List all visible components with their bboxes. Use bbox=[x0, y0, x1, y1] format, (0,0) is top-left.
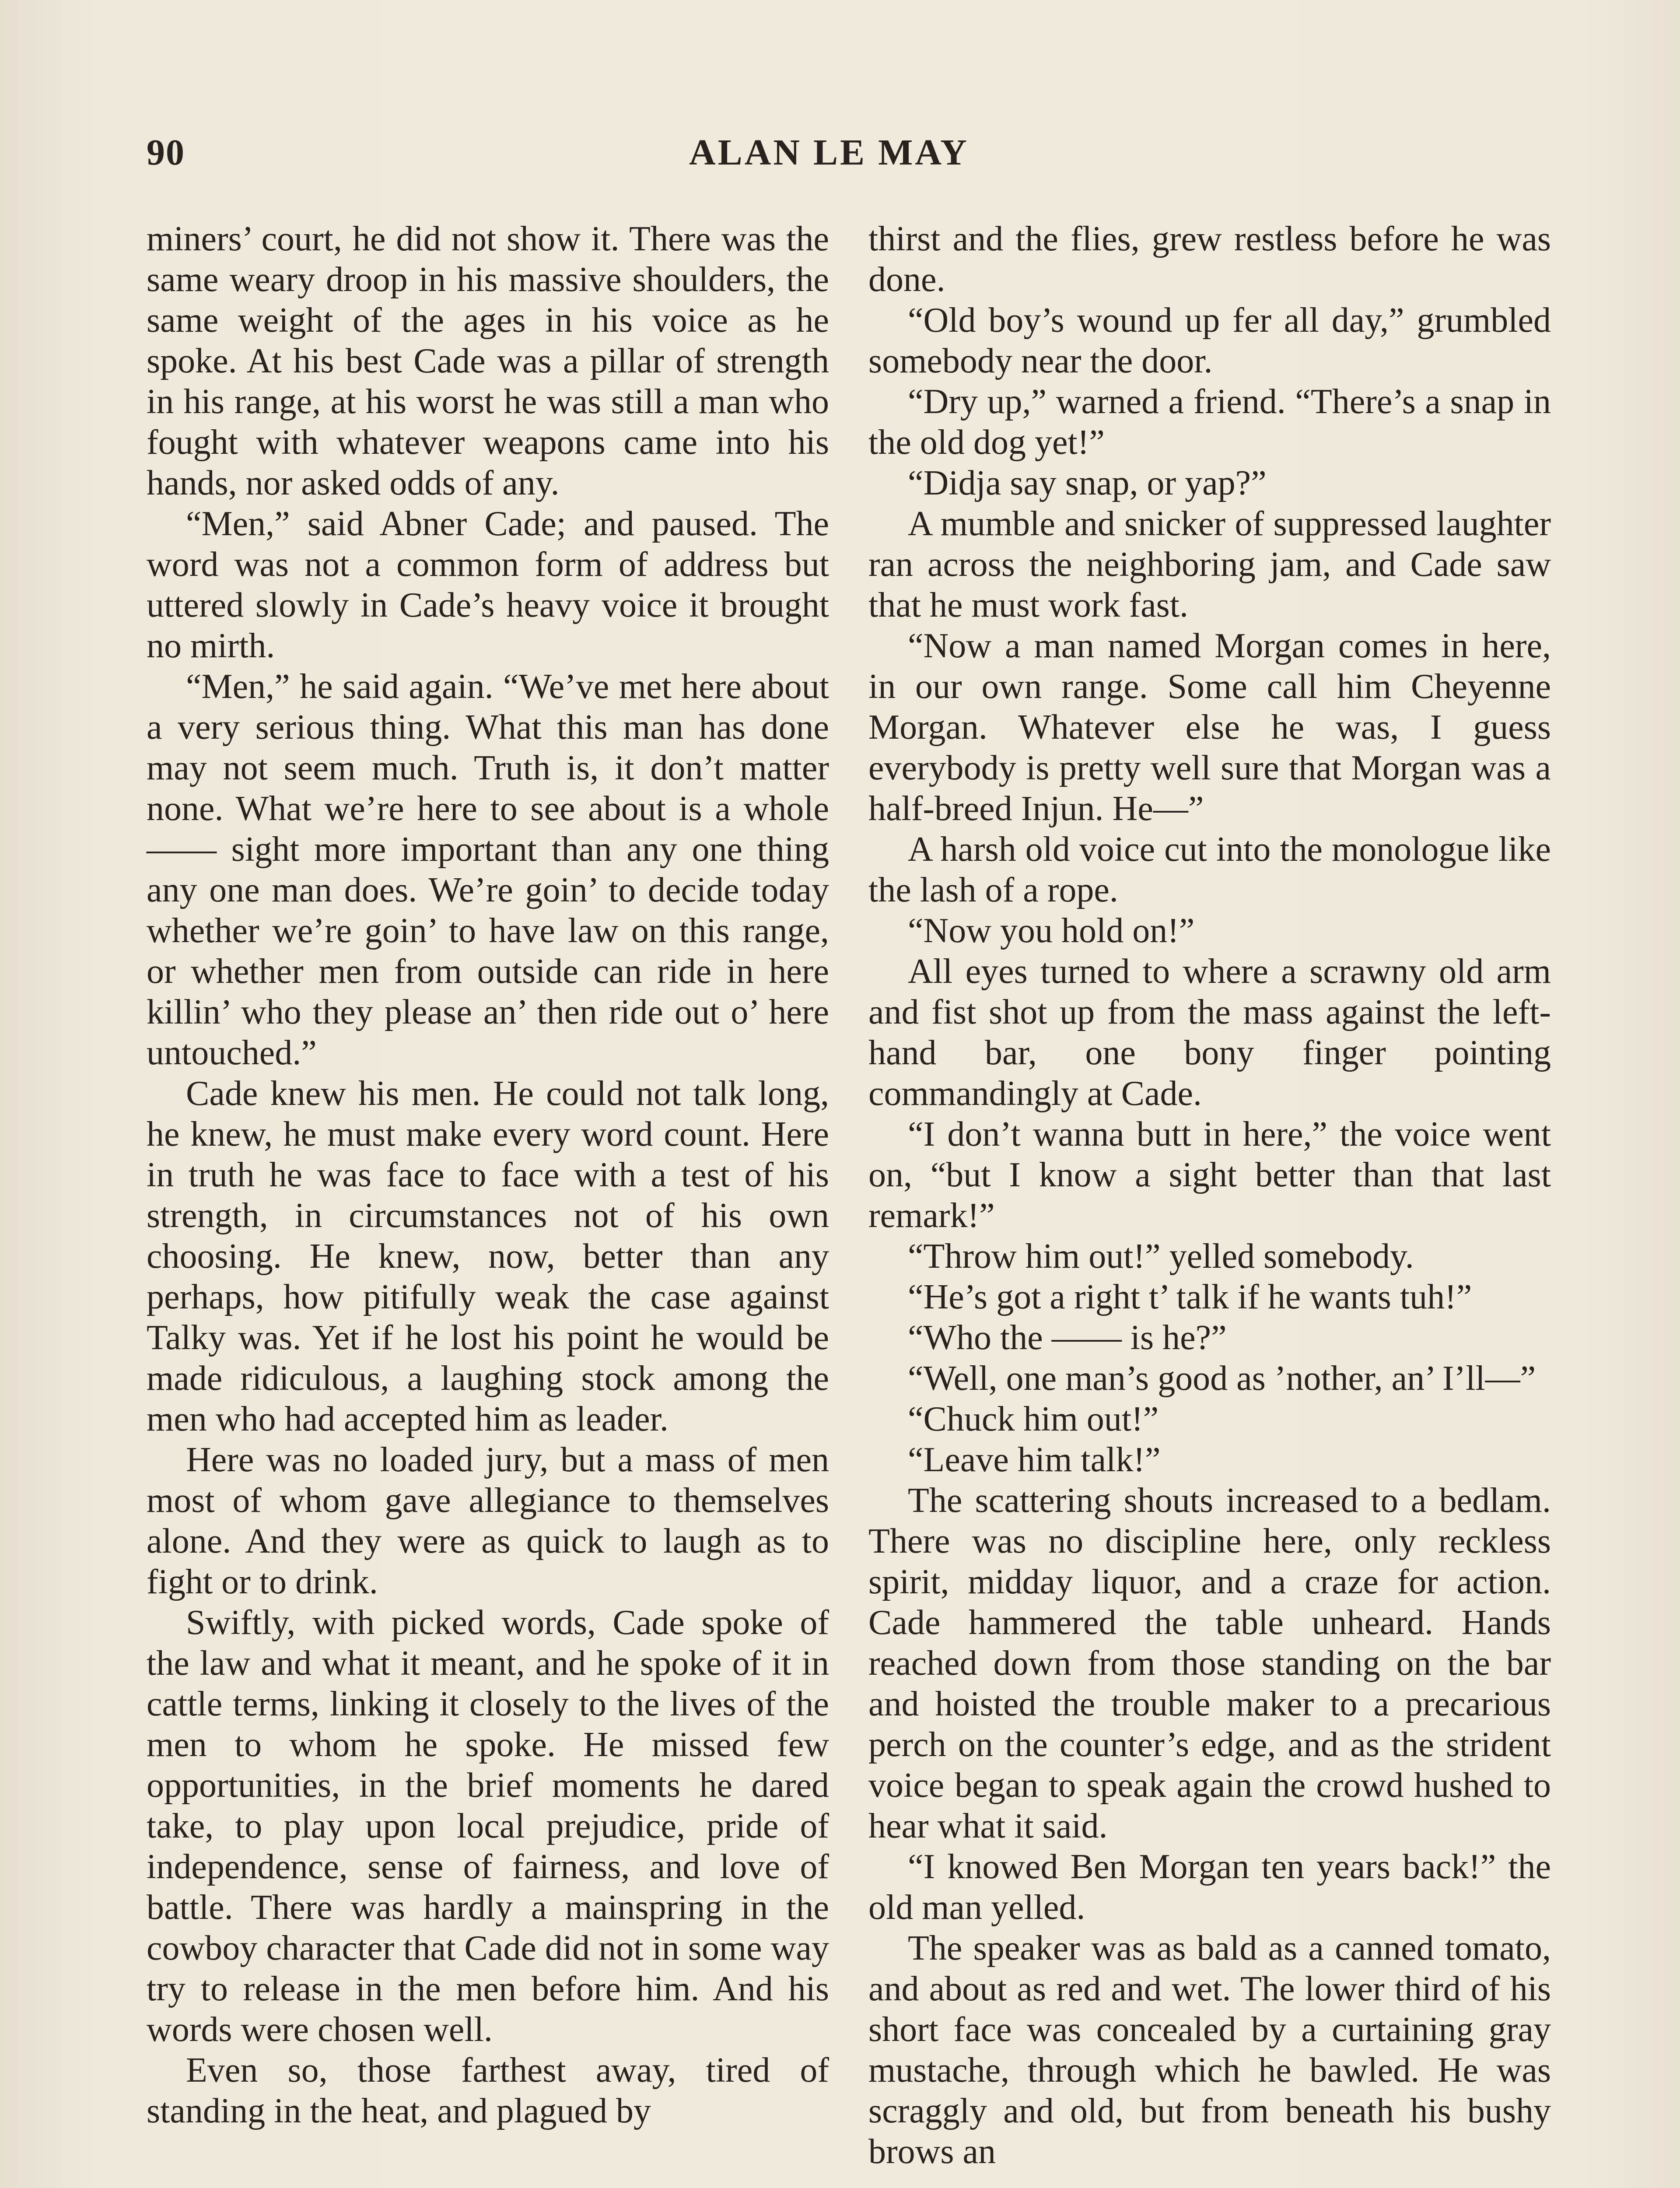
paragraph: Even so, those farthest away, tired of standing in the heat, and plagued by bbox=[147, 2051, 829, 2130]
paragraph: thirst and the flies, grew restless before he was done. bbox=[868, 220, 1551, 299]
paragraph: “Now a man named Morgan comes in here, in our own range. Some call him Cheyenne Morgan. Whatever else he was, I guess everybody is pretty well sure that Morgan was a half-breed Injun. He—” bbox=[868, 627, 1551, 828]
right-column bbox=[868, 219, 1551, 2172]
paragraph: Here was no loaded jury, but a mass of men most of whom gave allegiance to themselves alone. And they were as quick to laugh as to fight or to drink. bbox=[147, 1441, 829, 1601]
paragraph: “Men,” said Abner Cade; and paused. The word was not a common form of address but uttered slowly in Cade’s heavy voice it brought no mirth. bbox=[147, 505, 829, 665]
paragraph: miners’ court, he did not show it. There was the same weary droop in his massive shoulders, the same weight of the ages in his voice as he spoke. At his best Cade was a pillar of strength in his range, at his worst he was still a man who fought with whatever weapons came into his hands, nor asked odds of any. bbox=[147, 220, 829, 502]
paragraph: “I don’t wanna butt in here,” the voice went on, “but I know a sight better than that last remark!” bbox=[868, 1115, 1551, 1235]
paragraph: A mumble and snicker of suppressed laughter ran across the neighboring jam, and Cade saw that he must work fast. bbox=[868, 505, 1551, 624]
paragraph: All eyes turned to where a scrawny old arm and fist shot up from the mass against the left-hand bar, one bony finger pointing commandingly at Cade. bbox=[868, 952, 1551, 1113]
page-number: 90 bbox=[147, 132, 185, 173]
left-column bbox=[147, 219, 829, 2132]
running-title: ALAN LE MAY bbox=[689, 132, 969, 173]
paragraph: A harsh old voice cut into the monologue like the lash of a rope. bbox=[868, 830, 1551, 909]
paragraph: “Well, one man’s good as ’nother, an’ I’ll—” bbox=[908, 1359, 1536, 1398]
paragraph: Swiftly, with picked words, Cade spoke of the law and what it meant, and he spoke of it in cattle terms, linking it closely to the lives of the men to whom he spoke. He missed few opportunities, in the brief moments he dared take, to play upon local prejudice, pride of independence, sense of fairness, and love of battle. There was hardly a mainspring in the cowboy character that Cade did not in some way try to release in the men before him. And his words were chosen well. bbox=[147, 1603, 829, 2049]
paragraph: “Now you hold on!” bbox=[908, 912, 1195, 950]
paragraph: “He’s got a right t’ talk if he wants tuh!” bbox=[908, 1278, 1472, 1316]
paragraph: “Leave him talk!” bbox=[908, 1441, 1161, 1479]
paragraph: “Men,” he said again. “We’ve met here about a very serious thing. What this man has done may not seem much. Truth is, it don’t matter none. What we’re here to see about is a whole —— sight more important than any one thing any one man does. We’re goin’ to decide today whether we’re goin’ to have law on this range, or whether men from outside can ride in here killin’ who they please an’ then ride out o’ here untouched.” bbox=[147, 667, 829, 1072]
paragraph: “I knowed Ben Morgan ten years back!” the old man yelled. bbox=[868, 1848, 1551, 1927]
paragraph: “Old boy’s wound up fer all day,” grumbled somebody near the door. bbox=[868, 301, 1551, 380]
page-header bbox=[147, 131, 1547, 184]
paragraph: Cade knew his men. He could not talk long, he knew, he must make every word count. Here in truth he was face to face with a test of his strength, in circumstances not of his own choosing. He knew, now, better than any perhaps, how pitifully weak the case against Talky was. Yet if he lost his point he would be made ridiculous, a laughing stock among the men who had accepted him as leader. bbox=[147, 1074, 829, 1438]
paragraph: The speaker was as bald as a canned tomato, and about as red and wet. The lower third of his short face was concealed by a curtaining gray mustache, through which he bawled. He was scraggly and old, but from beneath his bushy brows an bbox=[868, 1929, 1551, 2171]
paragraph: “Who the —— is he?” bbox=[908, 1318, 1227, 1357]
paragraph: “Throw him out!” yelled somebody. bbox=[908, 1237, 1414, 1276]
paragraph: “Chuck him out!” bbox=[908, 1400, 1159, 1438]
paragraph: The scattering shouts increased to a bedlam. There was no discipline here, only reckless spirit, midday liquor, and a craze for action. Cade hammered the table unheard. Hands reached down from those standing on the bar and hoisted the trouble maker to a precarious perch on the counter’s edge, and as the strident voice began to speak again the crowd hushed to hear what it said. bbox=[868, 1481, 1551, 1845]
paragraph: “Dry up,” warned a friend. “There’s a snap in the old dog yet!” bbox=[868, 382, 1551, 462]
paragraph: “Didja say snap, or yap?” bbox=[908, 464, 1267, 502]
